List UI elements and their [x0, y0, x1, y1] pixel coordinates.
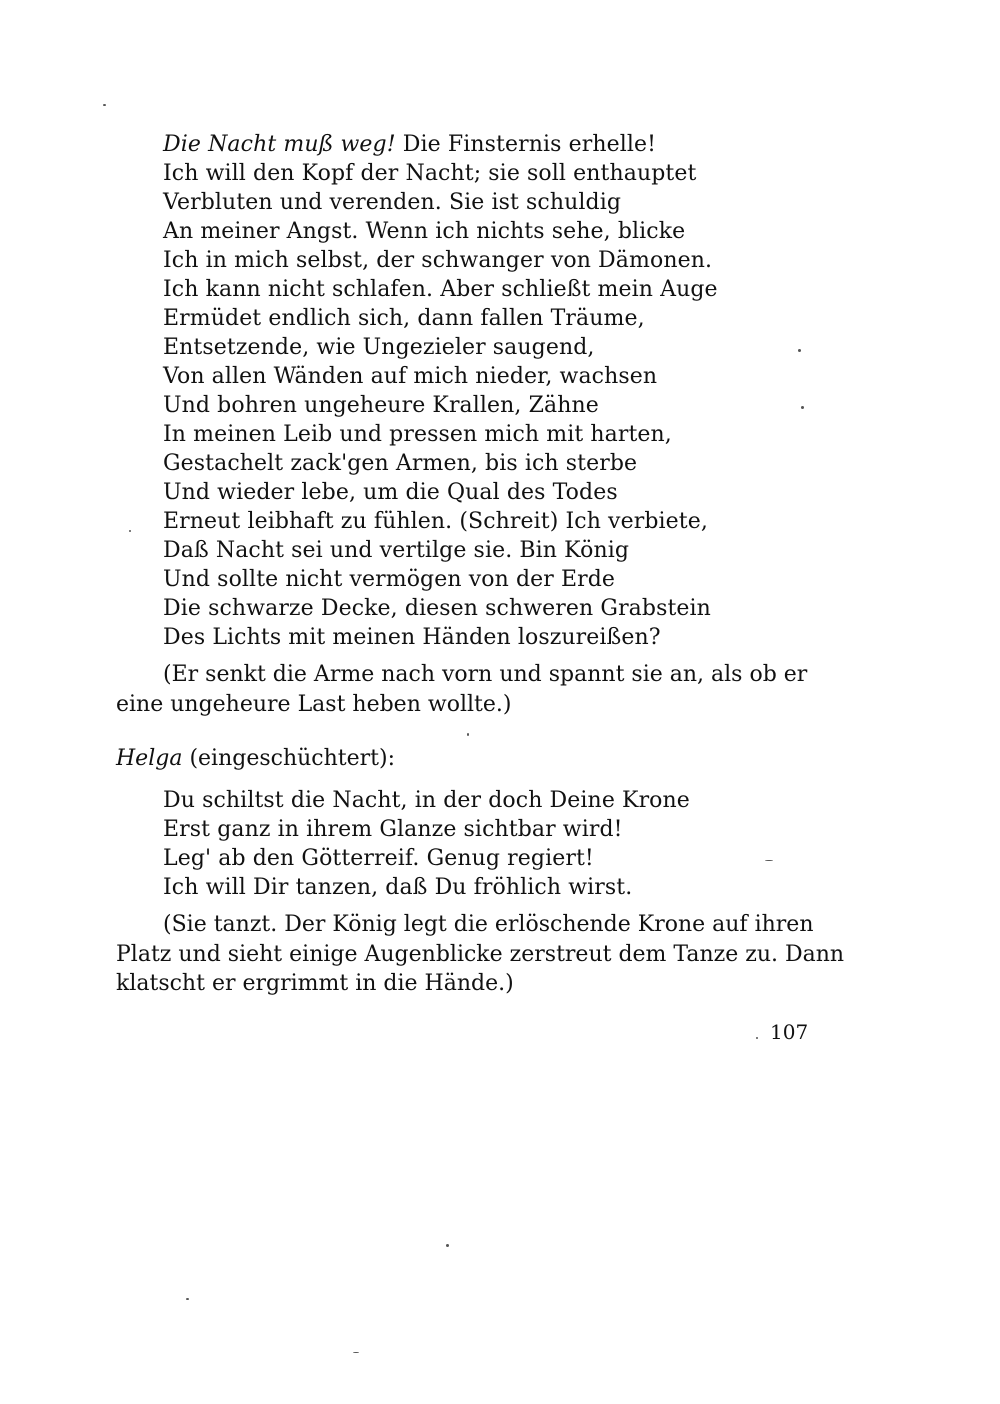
verse-line: Und wieder lebe, um die Qual des Todes [163, 480, 618, 505]
verse-line: Erst ganz in ihrem Glanze sichtbar wird! [163, 817, 623, 842]
verse-line: Verbluten und verenden. Sie ist schuldig [163, 190, 622, 215]
scan-speck [756, 1037, 758, 1039]
verse-line: Und bohren ungeheure Krallen, Zähne [163, 393, 599, 418]
italic-opening: Die Nacht muß weg! [163, 132, 396, 157]
verse-line [163, 130, 863, 159]
stage-line: Platz und sieht einige Augenblicke zerstreut dem Tanze zu. Dann [116, 941, 845, 967]
verse-line: Und sollte nicht vermögen von der Erde [163, 567, 616, 592]
page-number: 107 [770, 1020, 809, 1044]
scan-speck [446, 1244, 449, 1247]
verse-line: Von allen Wänden auf mich nieder, wachsen [163, 364, 658, 389]
speech-verse-block [163, 786, 863, 902]
verse-line: Ich kann nicht schlafen. Aber schließt mein Auge [163, 277, 718, 302]
verse-line: Du schiltst die Nacht, in der doch Deine Krone [163, 788, 690, 813]
verse-line: Des Lichts mit meinen Händen loszureißen? [163, 625, 661, 650]
verse-line: Die schwarze Decke, diesen schweren Grabstein [163, 596, 711, 621]
verse-line: In meinen Leib und pressen mich mit harten, [163, 422, 672, 447]
verse-line: Entsetzende, wie Ungezieler saugend, [163, 335, 595, 360]
speaker-name: Helga [116, 746, 183, 771]
scan-speck [103, 104, 106, 106]
opening-rest: Die Finsternis erhelle! [395, 132, 657, 157]
scan-speck [801, 406, 804, 409]
stage-line: klatscht er ergrimmt in die Hände.) [116, 971, 514, 996]
verse-line: Ich will Dir tanzen, daß Du fröhlich wirst. [163, 875, 633, 900]
stage-line: (Er senkt die Arme nach vorn und spannt sie an, als ob er [163, 662, 808, 687]
scan-speck [353, 1352, 359, 1353]
scan-speck [765, 860, 773, 861]
stage-line: (Sie tanzt. Der König legt die erlöschende Krone auf ihren [163, 912, 814, 937]
scan-speck [798, 349, 801, 352]
speech-verse-block [163, 130, 863, 652]
speaker-note: (eingeschüchtert): [182, 746, 396, 771]
stage-direction [116, 910, 845, 999]
stage-direction [116, 660, 816, 719]
verse-line: Gestachelt zack'gen Armen, bis ich sterbe [163, 451, 638, 476]
verse-line: Erneut leibhaft zu fühlen. (Schreit) Ich verbiete, [163, 509, 708, 534]
stage-line: eine ungeheure Last heben wollte.) [116, 691, 512, 717]
verse-line: Leg' ab den Götterreif. Genug regiert! [163, 846, 594, 871]
verse-line: Daß Nacht sei und vertilge sie. Bin König [163, 538, 630, 563]
speaker-heading [116, 744, 395, 773]
scan-speck [129, 530, 131, 532]
verse-line: An meiner Angst. Wenn ich nichts sehe, blicke [163, 219, 686, 244]
scan-speck [467, 733, 469, 736]
scan-speck [186, 1298, 189, 1300]
verse-line: Ich in mich selbst, der schwanger von Dämonen. [163, 248, 713, 273]
verse-line: Ermüdet endlich sich, dann fallen Träume, [163, 306, 645, 331]
verse-line: Ich will den Kopf der Nacht; sie soll enthauptet [163, 161, 697, 186]
